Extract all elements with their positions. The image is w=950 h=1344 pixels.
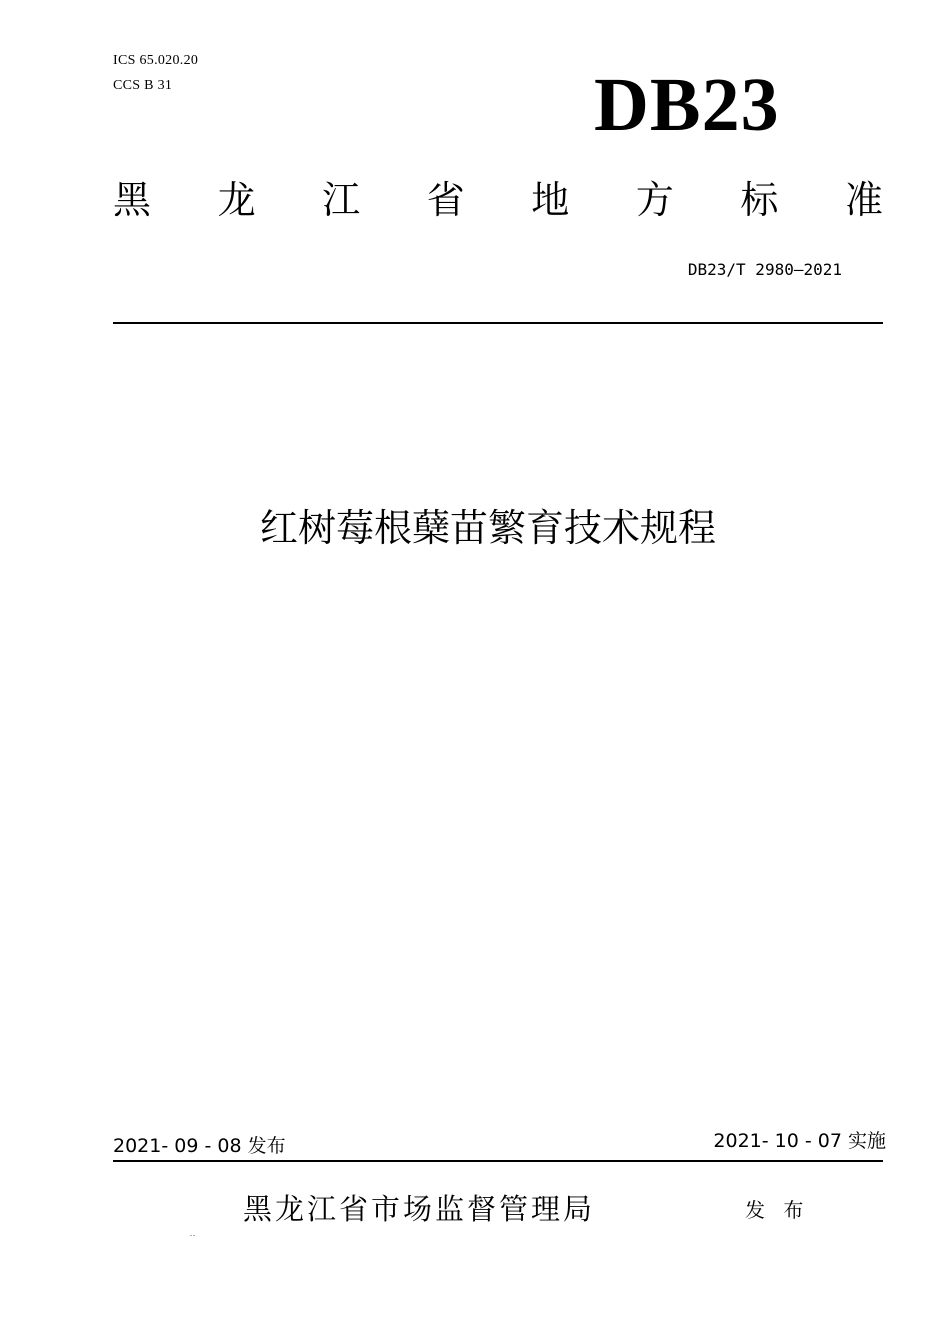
implementation-date: 2021- 10 - 07 实施 <box>713 1130 886 1152</box>
standard-type-char: 江 <box>322 178 361 222</box>
issuing-authority: 黑龙江省市场监督管理局 <box>243 1192 596 1226</box>
classification-codes <box>113 48 198 98</box>
standard-type-char: 省 <box>426 178 465 222</box>
standard-type-char: 地 <box>531 178 570 222</box>
standard-type-char: 准 <box>844 178 883 222</box>
db23-logo: DB23 <box>594 63 780 147</box>
issue-label: 发 布 <box>745 1198 810 1222</box>
standard-type-char: 黑 <box>113 178 152 222</box>
standard-type-char: 标 <box>740 178 779 222</box>
scan-speck-mark <box>190 1234 196 1237</box>
standard-type-char: 龙 <box>217 178 256 222</box>
ccs-code: CCS B 31 <box>113 78 173 93</box>
header-divider <box>113 322 883 324</box>
ics-code: ICS 65.020.20 <box>113 53 199 68</box>
issue-date: 2021- 09 - 08 发布 <box>113 1135 286 1157</box>
standard-type-char: 方 <box>635 178 674 222</box>
footer-divider <box>113 1160 883 1162</box>
standard-code: DB23/T 2980—2021 <box>687 260 842 279</box>
document-title: 红树莓根蘖苗繁育技术规程 <box>259 506 716 550</box>
standard-type-heading <box>113 172 883 228</box>
